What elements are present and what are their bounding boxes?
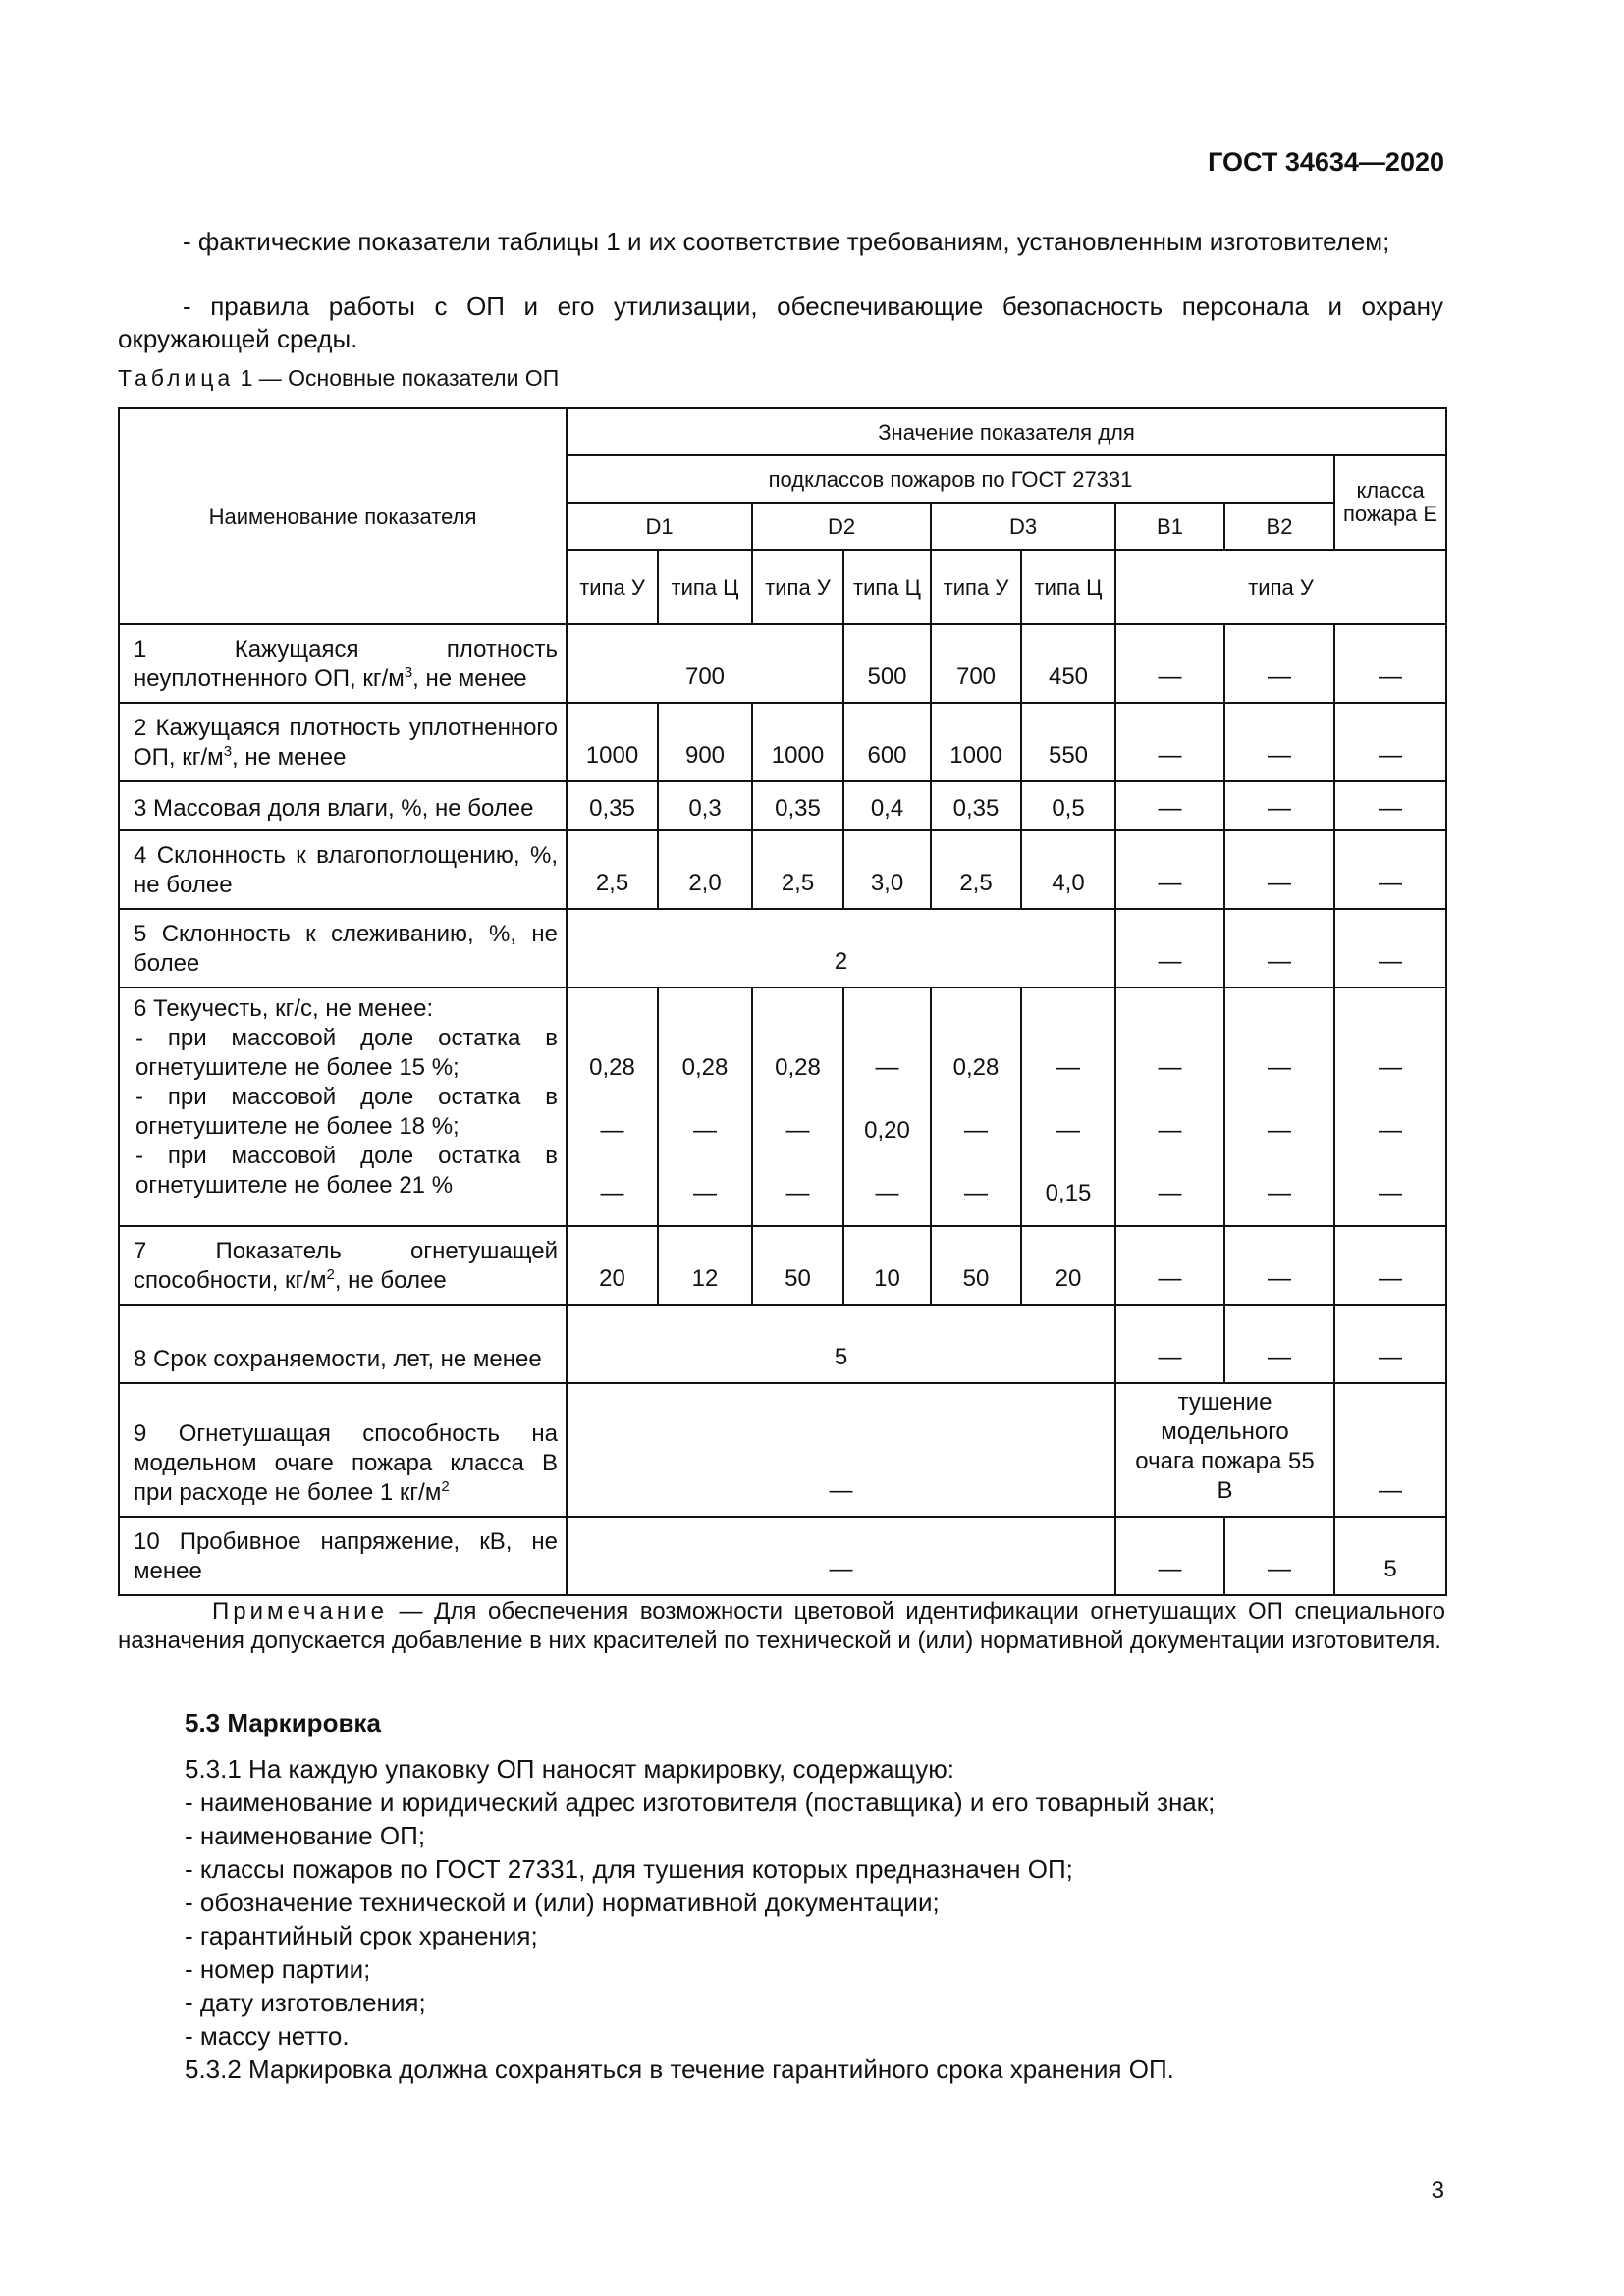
row-1-b1: — xyxy=(1115,624,1224,703)
header-d3-type-c: типа Ц xyxy=(1021,550,1115,624)
table-row xyxy=(119,1517,1446,1595)
row-6-title: 6 Текучесть, кг/с, не менее: xyxy=(134,995,434,1022)
row-9-b-value: тушение модельного очага пожара 55 В xyxy=(1115,1383,1334,1517)
header-d2: D2 xyxy=(752,503,931,550)
row-4-value: 4,0 xyxy=(1021,830,1115,909)
row-5-b2: — xyxy=(1224,909,1334,988)
header-value-for: Значение показателя для xyxy=(567,408,1446,455)
row-3-value: 0,5 xyxy=(1021,781,1115,830)
row-3-value: 0,3 xyxy=(658,781,752,830)
note-text: — Для обеспечения возможности цветовой идентификации огнетушащих ОП специального назначения допускается добавление в них красителей по технической и (или) нормативной документации изготовителя. xyxy=(118,1598,1445,1654)
row-6-col: — — — xyxy=(1334,988,1446,1226)
row-7-b2: — xyxy=(1224,1226,1334,1305)
section-body xyxy=(185,1752,1215,2086)
table-header-row xyxy=(119,408,1446,455)
row-1-value: 500 xyxy=(843,624,931,703)
note-prefix: Примечание xyxy=(212,1598,388,1625)
row-3-value: 0,35 xyxy=(752,781,843,830)
row-9-e: — xyxy=(1334,1383,1446,1517)
row-1-b2: — xyxy=(1224,624,1334,703)
row-8-b1: — xyxy=(1115,1305,1224,1383)
row-6-sub-3: - при массовой доле остатка в огнетушителе не более 21 % xyxy=(135,1143,558,1199)
row-6-col: 0,28 — — xyxy=(752,988,843,1226)
table-row xyxy=(119,830,1446,909)
table-row xyxy=(119,1305,1446,1383)
row-6-col: 0,28 — — xyxy=(658,988,752,1226)
row-6-col: 0,28 — — xyxy=(931,988,1021,1226)
header-subclasses: подклассов пожаров по ГОСТ 27331 xyxy=(567,455,1334,503)
row-2-value: 1000 xyxy=(752,703,843,781)
row-7-value: 12 xyxy=(658,1226,752,1305)
row-8-name: 8 Срок сохраняемости, лет, не менее xyxy=(119,1305,567,1383)
row-5-name: 5 Склонность к слеживанию, %, не более xyxy=(119,909,567,988)
row-2-value: 900 xyxy=(658,703,752,781)
row-4-value: 3,0 xyxy=(843,830,931,909)
table-row xyxy=(119,1383,1446,1517)
row-4-value: 2,0 xyxy=(658,830,752,909)
parameters-table xyxy=(118,407,1447,1596)
table-row xyxy=(119,988,1446,1226)
row-7-name: 7 Показатель огнетушащей способности, $кг/м^2$, не более xyxy=(119,1226,567,1305)
table-row xyxy=(119,781,1446,830)
table-caption xyxy=(118,365,559,392)
list-item: - гарантийный срок хранения; xyxy=(185,1921,538,1950)
row-1-value: 700 xyxy=(931,624,1021,703)
row-6-col: — — — xyxy=(1115,988,1224,1226)
header-d3-type-u: типа У xyxy=(931,550,1021,624)
row-8-value: 5 xyxy=(567,1305,1115,1383)
row-7-e: — xyxy=(1334,1226,1446,1305)
row-1-name: 1 Кажущаяся плотность неуплотненного ОП, $кг/м^3$, не менее xyxy=(119,624,567,703)
section-line: 5.3.2 Маркировка должна сохраняться в течение гарантийного срока хранения ОП. xyxy=(185,2055,1174,2084)
list-item: - номер партии; xyxy=(185,1954,371,1984)
header-class-e: класса пожара Е xyxy=(1334,455,1446,550)
page-number: 3 xyxy=(1431,2177,1444,2204)
row-6-col: — — 0,15 xyxy=(1021,988,1115,1226)
row-7-b1: — xyxy=(1115,1226,1224,1305)
row-2-value: 600 xyxy=(843,703,931,781)
header-d2-type-u: типа У xyxy=(752,550,843,624)
row-2-name: 2 Кажущаяся плотность уплотненного ОП, $кг/м^3$, не менее xyxy=(119,703,567,781)
row-8-b2: — xyxy=(1224,1305,1334,1383)
row-10-b2: — xyxy=(1224,1517,1334,1595)
row-7-value: 10 xyxy=(843,1226,931,1305)
row-3-value: 0,4 xyxy=(843,781,931,830)
header-d2-type-c: типа Ц xyxy=(843,550,931,624)
header-b2: B2 xyxy=(1224,503,1334,550)
list-item: - наименование и юридический адрес изготовителя (поставщика) и его товарный знак; xyxy=(185,1788,1216,1817)
row-3-b1: — xyxy=(1115,781,1224,830)
row-2-value: 1000 xyxy=(931,703,1021,781)
row-2-value: 550 xyxy=(1021,703,1115,781)
header-b1: B1 xyxy=(1115,503,1224,550)
header-bez-type-u: типа У xyxy=(1115,550,1446,624)
header-d3: D3 xyxy=(931,503,1115,550)
row-4-value: 2,5 xyxy=(752,830,843,909)
row-4-value: 2,5 xyxy=(931,830,1021,909)
row-2-b2: — xyxy=(1224,703,1334,781)
list-item: - дату изготовления; xyxy=(185,1988,426,2017)
row-9-name: 9 Огнетушащая способность на модельном очаге пожара класса В при расходе не более 1 $кг/м^2$ xyxy=(119,1383,567,1517)
row-10-value: — xyxy=(567,1517,1115,1595)
row-1-e: — xyxy=(1334,624,1446,703)
row-6-sub-1: - при массовой доле остатка в огнетушителе не более 15 %; xyxy=(135,1025,558,1081)
row-4-name: 4 Склонность к влагопоглощению, %, не более xyxy=(119,830,567,909)
row-4-b2: — xyxy=(1224,830,1334,909)
row-6-col: — — — xyxy=(1224,988,1334,1226)
row-1-value: 450 xyxy=(1021,624,1115,703)
row-5-e: — xyxy=(1334,909,1446,988)
row-3-e: — xyxy=(1334,781,1446,830)
list-item: - классы пожаров по ГОСТ 27331, для тушения которых предназначен ОП; xyxy=(185,1854,1073,1884)
row-3-value: 0,35 xyxy=(567,781,658,830)
row-7-value: 50 xyxy=(931,1226,1021,1305)
row-10-name: 10 Пробивное напряжение, кВ, не менее xyxy=(119,1517,567,1595)
row-6-col: — 0,20 — xyxy=(843,988,931,1226)
row-3-name: 3 Массовая доля влаги, %, не более xyxy=(119,781,567,830)
section-line: 5.3.1 На каждую упаковку ОП наносят маркировку, содержащую: xyxy=(185,1754,955,1784)
list-item: - наименование ОП; xyxy=(185,1821,426,1850)
row-4-value: 2,5 xyxy=(567,830,658,909)
header-d1: D1 xyxy=(567,503,752,550)
intro-paragraph-1: - фактические показатели таблицы 1 и их соответствие требованиям, установленным изготовителем; xyxy=(183,227,1390,256)
table-row xyxy=(119,703,1446,781)
table-row xyxy=(119,624,1446,703)
table-note xyxy=(118,1597,1445,1656)
list-item: - массу нетто. xyxy=(185,2021,350,2051)
row-2-value: 1000 xyxy=(567,703,658,781)
header-parameter-name: Наименование показателя xyxy=(119,408,567,624)
table-caption-title: 1 — Основные показатели ОП xyxy=(234,365,560,391)
row-3-value: 0,35 xyxy=(931,781,1021,830)
row-4-b1: — xyxy=(1115,830,1224,909)
header-d1-type-u: типа У xyxy=(567,550,658,624)
table-row xyxy=(119,909,1446,988)
row-6-col: 0,28 — — xyxy=(567,988,658,1226)
header-d1-type-c: типа Ц xyxy=(658,550,752,624)
row-7-value: 50 xyxy=(752,1226,843,1305)
row-6-name xyxy=(119,988,567,1226)
row-5-b1: — xyxy=(1115,909,1224,988)
table-row xyxy=(119,1226,1446,1305)
row-2-b1: — xyxy=(1115,703,1224,781)
row-10-b1: — xyxy=(1115,1517,1224,1595)
row-8-e: — xyxy=(1334,1305,1446,1383)
row-4-e: — xyxy=(1334,830,1446,909)
row-10-e: 5 xyxy=(1334,1517,1446,1595)
row-9-value: — xyxy=(567,1383,1115,1517)
row-5-value: 2 xyxy=(567,909,1115,988)
intro-paragraph-2: - правила работы с ОП и его утилизации, обеспечивающие безопасность персонала и охрану окружающей среды. xyxy=(118,292,1443,353)
row-1-value: 700 xyxy=(567,624,843,703)
row-2-e: — xyxy=(1334,703,1446,781)
row-3-b2: — xyxy=(1224,781,1334,830)
row-6-sub-2: - при массовой доле остатка в огнетушителе не более 18 %; xyxy=(135,1084,558,1140)
row-7-value: 20 xyxy=(567,1226,658,1305)
document-id: ГОСТ 34634—2020 xyxy=(1208,147,1444,177)
section-title: 5.3 Маркировка xyxy=(185,1708,381,1737)
list-item: - обозначение технической и (или) нормативной документации; xyxy=(185,1888,940,1917)
table-caption-prefix: Таблица xyxy=(118,365,235,391)
row-7-value: 20 xyxy=(1021,1226,1115,1305)
